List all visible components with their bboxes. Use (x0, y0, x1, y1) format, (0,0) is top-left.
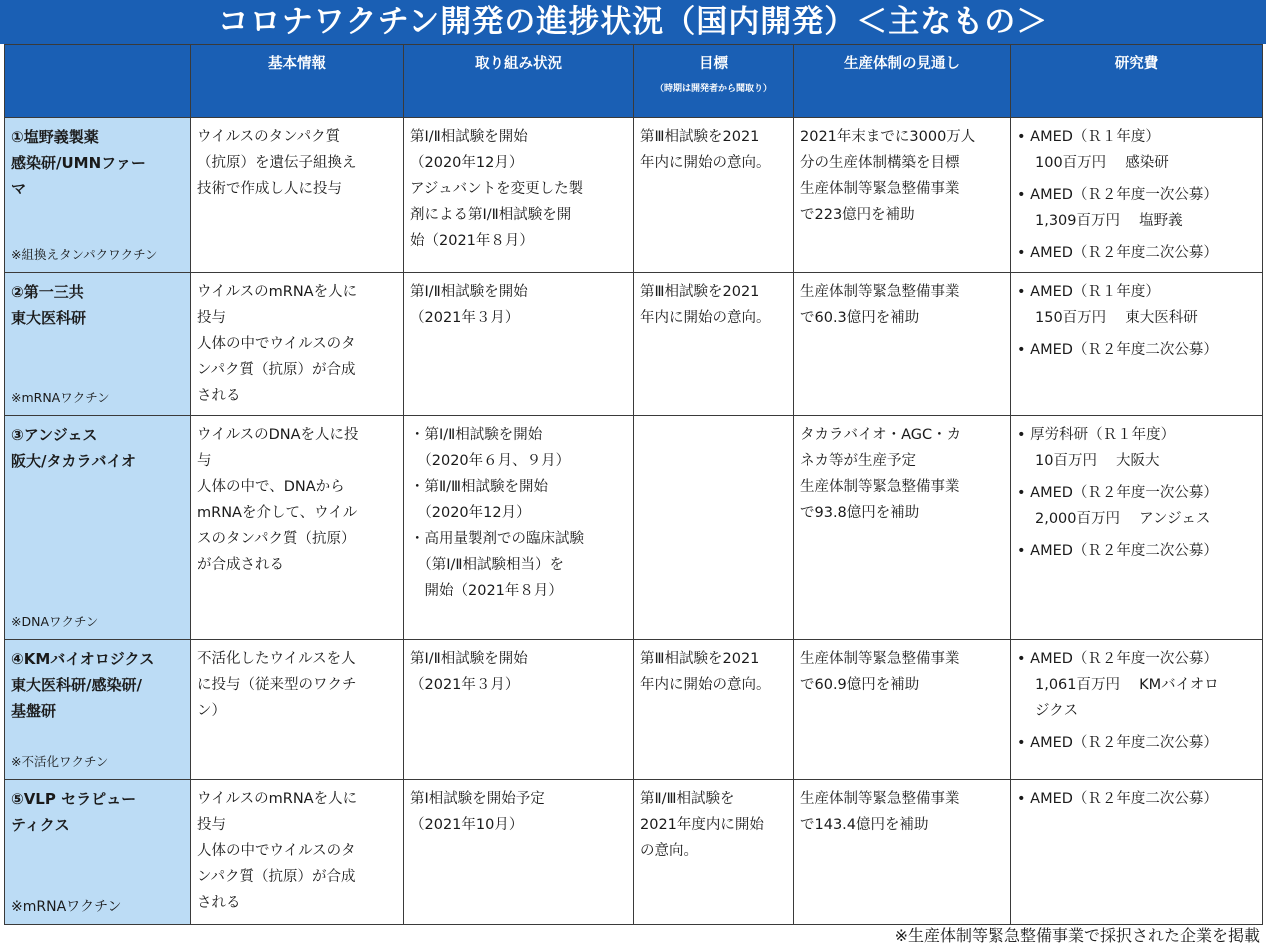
status-line: （2021年10月） (410, 817, 524, 833)
basic-info-line: 技術で作成し人に投与 (197, 181, 342, 197)
status-line: 第Ⅰ/Ⅱ相試験を開始 (410, 129, 528, 145)
status-line: 第Ⅰ/Ⅱ相試験を開始 (410, 284, 528, 300)
row-company-cell (5, 780, 191, 925)
status-line: （2020年12月） (410, 155, 524, 171)
company-name-line: ②第一三共 (11, 283, 84, 301)
goal-cell (634, 780, 794, 925)
basic-info-line: 人体の中で、DNAから (197, 479, 345, 495)
page-title: コロナワクチン開発の進捗状況（国内開発）＜主なもの＞ (0, 0, 1266, 44)
goal-line: 第Ⅲ相試験を2021 (640, 129, 760, 145)
header-funding: 研究費 (1011, 45, 1263, 118)
status-line: ・高用量製剤での臨床試験 (410, 531, 584, 547)
row-company-cell (5, 416, 191, 640)
funding-item (1017, 124, 1256, 176)
funding-item (1017, 279, 1256, 331)
funding-amount: 1,061百万円 KMバイオロ ジクス (1035, 677, 1219, 719)
funding-label: • 厚労科研（Ｒ１年度） (1017, 427, 1176, 443)
basic-info-cell (191, 273, 404, 416)
status-cell (404, 118, 634, 273)
basic-info-line: スのタンパク質（抗原） (197, 531, 356, 547)
basic-info-line: される (197, 895, 241, 911)
company-name-line: ③アンジェス (11, 426, 98, 444)
basic-info-line: に投与（従来型のワクチ (197, 677, 357, 693)
table-row (5, 780, 1263, 925)
funding-item (1017, 646, 1256, 724)
production-line: 生産体制等緊急整備事業 (800, 651, 960, 667)
status-line: 剤による第Ⅰ/Ⅱ相試験を開 (410, 207, 572, 223)
funding-item (1017, 730, 1256, 756)
table-row (5, 118, 1263, 273)
status-cell (404, 780, 634, 925)
funding-label: • AMED（Ｒ２年度一次公募） (1017, 187, 1218, 203)
vaccine-type-note: ※mRNAワクチン (11, 390, 110, 405)
vaccine-type-note: ※不活化ワクチン (11, 754, 109, 769)
status-line: ・第Ⅰ/Ⅱ相試験を開始 (410, 427, 543, 443)
funding-amount: 2,000百万円 アンジェス (1035, 511, 1211, 527)
production-cell (794, 118, 1011, 273)
company-name-line: マ (11, 180, 27, 198)
goal-line: 第Ⅱ/Ⅲ相試験を (640, 791, 735, 807)
basic-info-line: ンパク質（抗原）が合成 (197, 869, 356, 885)
funding-label: • AMED（Ｒ２年度一次公募） (1017, 651, 1218, 667)
footer-note: ※生産体制等緊急整備事業で採択された企業を掲載 (894, 926, 1260, 945)
production-line: 2021年末までに3000万人 (800, 129, 976, 145)
funding-item (1017, 240, 1256, 266)
production-cell (794, 780, 1011, 925)
goal-cell (634, 118, 794, 273)
status-line: （2020年６月、９月） (410, 453, 571, 469)
header-status: 取り組み状況 (404, 45, 634, 118)
row-company-cell (5, 118, 191, 273)
company-name-line: ①塩野義製薬 (11, 128, 99, 146)
basic-info-line: ウイルスのmRNAを人に (197, 284, 358, 300)
goal-cell (634, 640, 794, 780)
basic-info-line: 与 (197, 453, 212, 469)
funding-amount: 100百万円 感染研 (1035, 155, 1169, 171)
status-line: 第Ⅰ/Ⅱ相試験を開始 (410, 651, 528, 667)
status-cell (404, 273, 634, 416)
basic-info-line: ン） (197, 703, 226, 719)
basic-info-line: ウイルスのタンパク質 (197, 129, 341, 145)
basic-info-cell (191, 118, 404, 273)
status-line: 第Ⅰ相試験を開始予定 (410, 791, 545, 807)
basic-info-cell (191, 640, 404, 780)
basic-info-line: ウイルスのDNAを人に投 (197, 427, 359, 443)
basic-info-cell (191, 416, 404, 640)
vaccine-progress-table (4, 44, 1263, 925)
funding-label: • AMED（Ｒ２年度二次公募） (1017, 791, 1218, 807)
company-name-line: 基盤研 (11, 702, 57, 720)
goal-line: 2021年度内に開始 (640, 817, 764, 833)
basic-info-line: される (197, 388, 241, 404)
funding-cell (1011, 273, 1263, 416)
status-cell (404, 640, 634, 780)
company-name-line: ④KMバイオロジクス (11, 650, 155, 668)
goal-cell (634, 416, 794, 640)
production-cell (794, 273, 1011, 416)
status-line: アジュバントを変更した製 (410, 181, 584, 197)
table-row (5, 416, 1263, 640)
row-company-cell (5, 273, 191, 416)
header-corner (5, 45, 191, 118)
header-goal-label: 目標 (699, 56, 728, 72)
production-line: で60.3億円を補助 (800, 310, 920, 326)
production-line: 分の生産体制構築を目標 (800, 155, 960, 171)
status-cell (404, 416, 634, 640)
company-name-line: 阪大/タカラバイオ (11, 452, 137, 470)
company-name-line: 感染研/UMNファー (11, 154, 146, 172)
table-row (5, 273, 1263, 416)
funding-amount: 10百万円 大阪大 (1035, 453, 1160, 469)
table-row (5, 640, 1263, 780)
goal-cell (634, 273, 794, 416)
funding-label: • AMED（Ｒ２年度二次公募） (1017, 245, 1218, 261)
funding-label: • AMED（Ｒ２年度二次公募） (1017, 735, 1218, 751)
company-name-line: 東大医科研/感染研/ (11, 676, 142, 694)
vaccine-type-note: ※組換えタンパクワクチン (11, 247, 158, 262)
basic-info-line: （抗原）を遺伝子組換え (197, 155, 357, 171)
funding-item (1017, 422, 1256, 474)
status-line: 開始（2021年８月） (410, 583, 563, 599)
production-line: で93.8億円を補助 (800, 505, 920, 521)
funding-label: • AMED（Ｒ１年度） (1017, 284, 1160, 300)
production-line: 生産体制等緊急整備事業 (800, 181, 960, 197)
vaccine-type-note: ※mRNAワクチン (11, 899, 122, 915)
production-line: 生産体制等緊急整備事業 (800, 791, 960, 807)
basic-info-line: 不活化したウイルスを人 (197, 651, 356, 667)
status-line: （2020年12月） (410, 505, 531, 521)
basic-info-line: 投与 (197, 817, 226, 833)
basic-info-line: が合成される (197, 557, 284, 573)
funding-cell (1011, 640, 1263, 780)
status-line: 始（2021年８月） (410, 233, 534, 249)
basic-info-line: 人体の中でウイルスのタ (197, 843, 356, 859)
basic-info-line: 人体の中でウイルスのタ (197, 336, 356, 352)
production-line: タカラバイオ・AGC・カ (800, 427, 962, 443)
header-basic-info: 基本情報 (191, 45, 404, 118)
company-name-line: 東大医科研 (11, 309, 87, 327)
funding-label: • AMED（Ｒ２年度二次公募） (1017, 543, 1218, 559)
production-line: ネカ等が生産予定 (800, 453, 916, 469)
company-name-line: ティクス (11, 816, 70, 834)
funding-label: • AMED（Ｒ２年度一次公募） (1017, 485, 1218, 501)
row-company-cell (5, 640, 191, 780)
funding-cell (1011, 780, 1263, 925)
funding-amount: 150百万円 東大医科研 (1035, 310, 1198, 326)
funding-cell (1011, 118, 1263, 273)
funding-item (1017, 786, 1256, 812)
status-line: （2021年３月） (410, 677, 520, 693)
funding-item (1017, 538, 1256, 564)
basic-info-line: ウイルスのmRNAを人に (197, 791, 358, 807)
goal-line: 年内に開始の意向。 (640, 310, 771, 326)
basic-info-line: 投与 (197, 310, 226, 326)
production-line: 生産体制等緊急整備事業 (800, 284, 960, 300)
basic-info-cell (191, 780, 404, 925)
status-line: （第Ⅰ/Ⅱ相試験相当）を (410, 557, 565, 573)
company-name-line: ⑤VLP セラピュー (11, 790, 137, 808)
goal-line: 年内に開始の意向。 (640, 677, 771, 693)
funding-item (1017, 182, 1256, 234)
production-line: で60.9億円を補助 (800, 677, 920, 693)
funding-item (1017, 480, 1256, 532)
goal-line: 第Ⅲ相試験を2021 (640, 651, 760, 667)
funding-label: • AMED（Ｒ１年度） (1017, 129, 1160, 145)
header-goal-sub: （時期は開発者から聞取り） (654, 84, 772, 94)
production-cell (794, 416, 1011, 640)
status-line: ・第Ⅱ/Ⅲ相試験を開始 (410, 479, 549, 495)
funding-label: • AMED（Ｒ２年度二次公募） (1017, 342, 1218, 358)
vaccine-type-note: ※DNAワクチン (11, 614, 99, 629)
basic-info-line: ンパク質（抗原）が合成 (197, 362, 356, 378)
funding-amount: 1,309百万円 塩野義 (1035, 213, 1183, 229)
production-line: で223億円を補助 (800, 207, 915, 223)
production-cell (794, 640, 1011, 780)
production-line: 生産体制等緊急整備事業 (800, 479, 960, 495)
goal-line: 年内に開始の意向。 (640, 155, 771, 171)
funding-cell (1011, 416, 1263, 640)
production-line: で143.4億円を補助 (800, 817, 929, 833)
header-goal (634, 45, 794, 118)
status-line: （2021年３月） (410, 310, 520, 326)
basic-info-line: mRNAを介して、ウイル (197, 505, 358, 521)
header-production: 生産体制の見通し (794, 45, 1011, 118)
funding-item (1017, 337, 1256, 363)
goal-line: の意向。 (640, 843, 698, 859)
goal-line: 第Ⅲ相試験を2021 (640, 284, 760, 300)
